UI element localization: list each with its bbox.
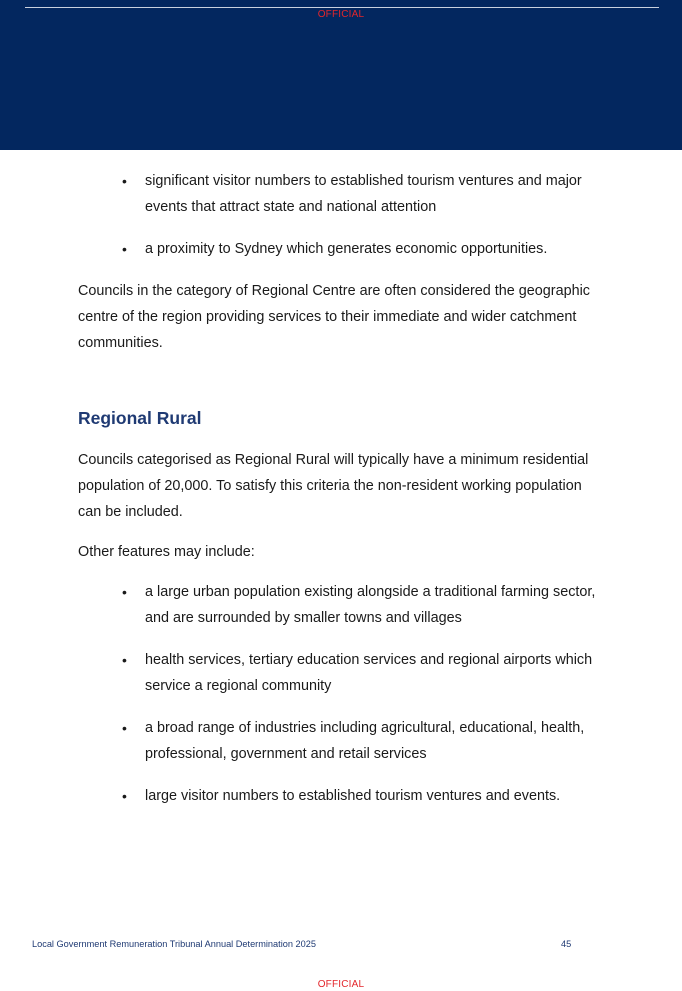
list-item: • a large urban population existing alongside a traditional farming sector, and are surrounded by smaller towns and villages [145,579,608,631]
page-content [78,168,608,825]
features-bullet-list [78,579,608,809]
header-divider [25,7,659,8]
features-intro: Other features may include: [78,544,255,560]
page-number: 45 [561,939,572,949]
header-band [0,0,682,150]
classification-label-bottom: OFFICIAL [317,979,365,990]
list-item: • a proximity to Sydney which generates economic opportunities. [145,236,608,262]
footer-document-title: Local Government Remuneration Tribunal Annual Determination 2025 [32,939,316,949]
section-heading-regional-rural: Regional Rural [78,408,202,428]
list-item: • health services, tertiary education services and regional airports which service a regional community [145,647,608,699]
list-item: • large visitor numbers to established tourism ventures and events. [145,783,608,809]
list-item: • significant visitor numbers to established tourism ventures and major events that attract state and national attention [145,168,608,220]
regional-rural-paragraph: Councils categorised as Regional Rural will typically have a minimum residential population of 20,000. To satisfy this criteria the non-resident working population can be included. [78,452,589,520]
continued-bullet-list [78,168,608,262]
list-item: • a broad range of industries including agricultural, educational, health, professional, government and retail services [145,715,608,767]
regional-centre-paragraph: Councils in the category of Regional Centre are often considered the geographic centre of the region providing services to their immediate and wider catchment communities. [78,283,590,351]
classification-label-top: OFFICIAL [317,9,365,20]
